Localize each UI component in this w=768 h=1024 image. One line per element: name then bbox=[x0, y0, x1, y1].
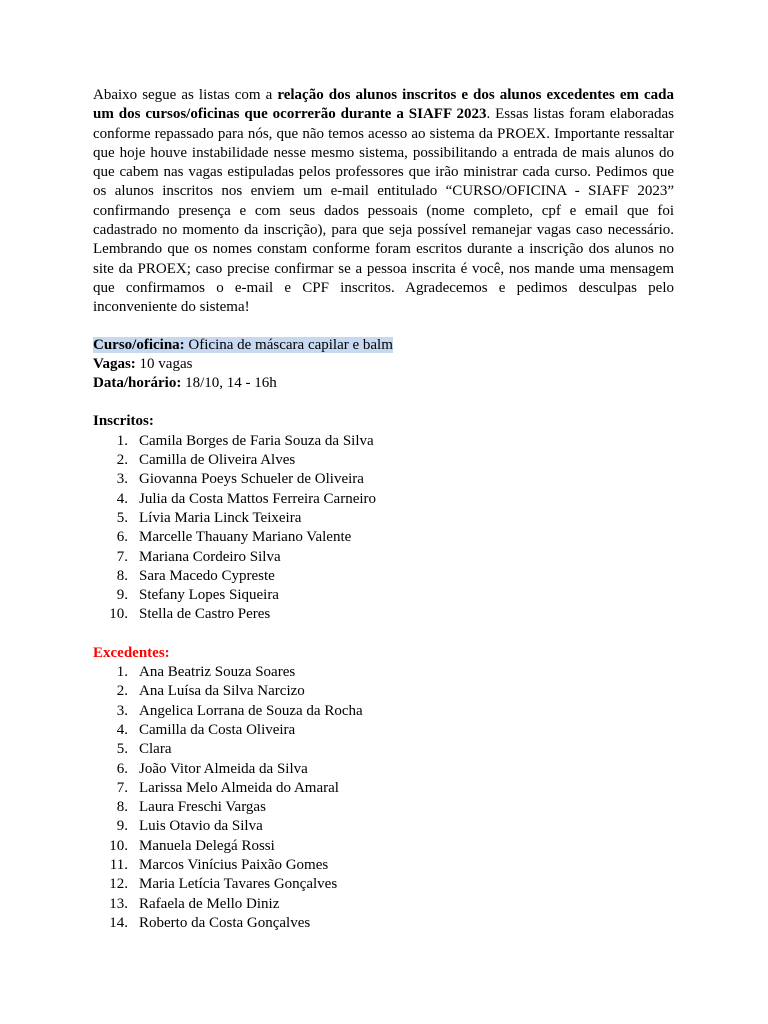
item-number: 12. bbox=[109, 876, 128, 893]
excedente-item bbox=[93, 817, 674, 836]
inscrito-item bbox=[93, 586, 674, 605]
item-name: Luis Otavio da Silva bbox=[139, 818, 263, 835]
intro-text-rest: . Essas listas foram elaboradas conforme repassado para nós, que não temos acesso ao sistema da PROEX. Importante ressaltar que hoje houve instabilidade nesse mesmo sistema, possibilitando a entrada de mais alunos do que cabem nas vagas estipuladas pelos professores que irão ministrar cada curso. Pedimos que os alunos inscritos nos enviem um e-mail entitulado “CURSO/OFICINA - SIAFF 2023” confirmando presença e com seus dados pessoais (nome completo, cpf e email que foi cadastrado no momento da inscrição), para que seja possível remanejar vagas caso necessário. Lembrando que os nomes constam conforme foram escritos durante a inscrição dos alunos no site da PROEX; caso precise confirmar se a pessoa inscrita é você, nos mande uma mensagem que confirmamos o e-mail e CPF inscritos. Agradecemos e pedimos desculpas pelo inconveniente do sistema! bbox=[93, 106, 674, 316]
item-number: 11. bbox=[109, 856, 128, 873]
intro-bold-text: relação dos alunos inscritos e dos alunos excedentes em cada um dos cursos/oficinas que ocorrerão durante a SIAFF 2023 bbox=[93, 87, 675, 123]
item-number: 1. bbox=[116, 664, 128, 681]
intro-text-start: Abaixo segue as listas com a bbox=[93, 87, 278, 103]
item-name: Roberto da Costa Gonçalves bbox=[139, 914, 311, 931]
vagas-line bbox=[93, 355, 674, 374]
inscrito-item bbox=[93, 528, 674, 547]
excedentes-title: Excedentes: bbox=[93, 644, 170, 661]
inscrito-item bbox=[93, 509, 674, 528]
inscrito-item bbox=[93, 451, 674, 470]
item-number: 7. bbox=[116, 779, 128, 796]
item-number: 6. bbox=[116, 760, 128, 777]
item-number: 13. bbox=[109, 895, 128, 912]
item-name: Mariana Cordeiro Silva bbox=[139, 548, 281, 565]
course-info bbox=[93, 336, 674, 394]
item-name: João Vitor Almeida da Silva bbox=[139, 760, 308, 777]
excedente-item bbox=[93, 798, 674, 817]
inscritos-title: Inscritos: bbox=[93, 413, 154, 430]
course-label: Curso/oficina: bbox=[93, 336, 185, 353]
inscrito-item bbox=[93, 470, 674, 489]
item-name: Camilla da Costa Oliveira bbox=[139, 721, 296, 738]
vagas-value: 10 vagas bbox=[135, 355, 193, 372]
excedente-item bbox=[93, 740, 674, 759]
item-name: Larissa Melo Almeida do Amaral bbox=[139, 779, 339, 796]
item-number: 8. bbox=[116, 799, 128, 816]
item-name: Laura Freschi Vargas bbox=[139, 799, 266, 816]
item-number: 2. bbox=[116, 683, 128, 700]
item-number: 7. bbox=[116, 548, 128, 565]
vagas-label: Vagas: bbox=[93, 355, 136, 372]
item-number: 2. bbox=[116, 452, 128, 469]
item-number: 9. bbox=[116, 587, 128, 604]
inscrito-item bbox=[93, 605, 674, 624]
item-number: 4. bbox=[116, 721, 128, 738]
excedente-item bbox=[93, 856, 674, 875]
datetime-label: Data/horário: bbox=[93, 375, 182, 392]
datetime-line bbox=[93, 374, 674, 393]
item-name: Ana Beatriz Souza Soares bbox=[139, 664, 296, 681]
intro-paragraph bbox=[93, 86, 674, 318]
course-line bbox=[93, 336, 674, 355]
item-number: 5. bbox=[116, 509, 128, 526]
item-number: 3. bbox=[116, 471, 128, 488]
item-name: Stella de Castro Peres bbox=[139, 606, 271, 623]
excedente-item bbox=[93, 682, 674, 701]
excedente-item bbox=[93, 663, 674, 682]
inscritos-list bbox=[93, 432, 674, 625]
item-number: 1. bbox=[116, 432, 128, 449]
inscrito-item bbox=[93, 490, 674, 509]
excedente-item bbox=[93, 875, 674, 894]
document-content bbox=[93, 86, 674, 933]
excedentes-list bbox=[93, 663, 674, 933]
inscrito-item bbox=[93, 548, 674, 567]
item-name: Angelica Lorrana de Souza da Rocha bbox=[139, 702, 363, 719]
item-name: Julia da Costa Mattos Ferreira Carneiro bbox=[139, 490, 377, 507]
item-number: 14. bbox=[109, 914, 128, 931]
excedente-item bbox=[93, 702, 674, 721]
item-number: 5. bbox=[116, 741, 128, 758]
item-number: 8. bbox=[116, 567, 128, 584]
item-name: Manuela Delegá Rossi bbox=[139, 837, 275, 854]
item-number: 10. bbox=[109, 837, 128, 854]
item-name: Maria Letícia Tavares Gonçalves bbox=[139, 876, 338, 893]
item-number: 9. bbox=[116, 818, 128, 835]
item-number: 10. bbox=[109, 606, 128, 623]
course-highlight bbox=[93, 337, 393, 353]
datetime-value: 18/10, 14 - 16h bbox=[181, 375, 277, 392]
item-name: Ana Luísa da Silva Narcizo bbox=[139, 683, 305, 700]
item-number: 4. bbox=[116, 490, 128, 507]
excedente-item bbox=[93, 837, 674, 856]
item-number: 3. bbox=[116, 702, 128, 719]
inscrito-item bbox=[93, 432, 674, 451]
item-name: Lívia Maria Linck Teixeira bbox=[139, 509, 302, 526]
excedente-item bbox=[93, 760, 674, 779]
excedente-item bbox=[93, 914, 674, 933]
inscrito-item bbox=[93, 567, 674, 586]
excedente-item bbox=[93, 721, 674, 740]
course-value: Oficina de máscara capilar e balm bbox=[184, 336, 393, 353]
excedente-item bbox=[93, 779, 674, 798]
item-name: Camila Borges de Faria Souza da Silva bbox=[139, 432, 374, 449]
item-name: Camilla de Oliveira Alves bbox=[139, 452, 296, 469]
item-name: Sara Macedo Cypreste bbox=[139, 567, 275, 584]
item-name: Stefany Lopes Siqueira bbox=[139, 587, 279, 604]
item-number: 6. bbox=[116, 529, 128, 546]
item-name: Marcelle Thauany Mariano Valente bbox=[139, 529, 352, 546]
excedente-item bbox=[93, 895, 674, 914]
item-name: Clara bbox=[139, 741, 172, 758]
item-name: Giovanna Poeys Schueler de Oliveira bbox=[139, 471, 364, 488]
item-name: Rafaela de Mello Diniz bbox=[139, 895, 280, 912]
item-name: Marcos Vinícius Paixão Gomes bbox=[139, 856, 329, 873]
